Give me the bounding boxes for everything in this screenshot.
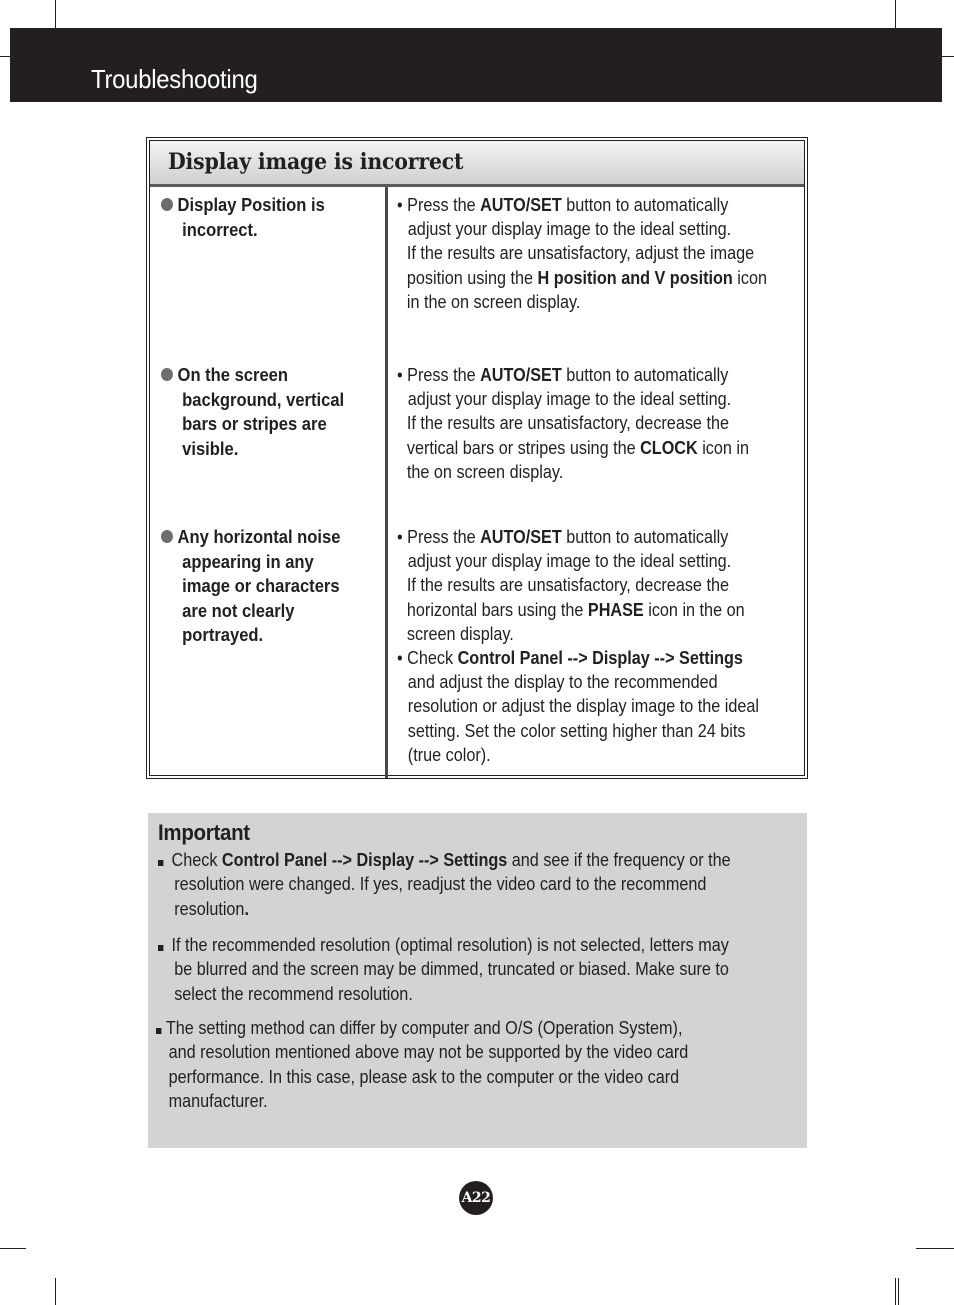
solution-cell — [397, 525, 760, 767]
solution-text: setting. Set the color setting higher than 24 bits — [407, 720, 746, 741]
bullet-dot-icon — [161, 198, 173, 211]
crop-mark — [0, 56, 10, 57]
important-text: performance. In this case, please ask to the computer or the video card — [168, 1066, 680, 1087]
crop-mark — [942, 56, 954, 57]
important-item — [158, 848, 734, 921]
important-text: . — [244, 898, 249, 919]
solution-text: If the results are unsatisfactory, decrease the — [406, 413, 729, 434]
solution-text: and adjust the display to the recommended — [407, 672, 718, 693]
important-text: The setting method can differ by computer and O/S (Operation System), — [165, 1018, 683, 1038]
symptom-cell — [161, 363, 359, 461]
symptom-text: appearing in any — [182, 551, 314, 572]
symptom-text: Display Position is — [177, 195, 325, 215]
solution-keyword: H position and V position — [537, 267, 733, 288]
crop-mark — [916, 1248, 954, 1249]
solution-text: If the results are unsatisfactory, adjust the image — [406, 243, 755, 264]
important-text: resolution were changed. If yes, readjust the video card to the recommend — [174, 874, 707, 895]
solution-text: vertical bars or stripes using the — [406, 437, 641, 458]
solution-text: horizontal bars using the — [406, 599, 588, 620]
symptom-text: portrayed. — [182, 625, 264, 645]
symptom-cell — [161, 193, 359, 242]
important-text: If the recommended resolution (optimal resolution) is not selected, letters may — [171, 935, 729, 955]
important-text: be blurred and the screen may be dimmed, truncated or biased. Make sure to — [174, 959, 729, 980]
square-bullet-icon — [158, 860, 163, 866]
crop-mark — [895, 0, 896, 28]
table-header — [150, 141, 804, 187]
solution-cell — [397, 363, 757, 484]
solution-text: adjust your display image to the ideal setting. — [407, 219, 732, 240]
solution-text: • Check — [397, 648, 458, 669]
solution-text: button to automatically — [561, 365, 729, 385]
square-bullet-icon — [158, 945, 163, 951]
page-title: Troubleshooting — [91, 64, 258, 94]
bullet-dot-icon — [161, 368, 173, 381]
important-text: manufacturer. — [168, 1090, 268, 1111]
symptom-text: Any horizontal noise — [177, 527, 341, 547]
symptom-text: bars or stripes are — [182, 414, 327, 434]
solution-text: resolution or adjust the display image to the ideal — [407, 696, 760, 717]
solution-keyword: CLOCK — [640, 437, 698, 458]
important-text: Check — [171, 850, 222, 870]
symptom-text: background, vertical — [182, 389, 345, 410]
important-text: and resolution mentioned above may not be supported by the video card — [168, 1042, 689, 1063]
table-title: Display image is incorrect — [168, 149, 464, 175]
solution-keyword: AUTO/SET — [480, 527, 562, 547]
symptom-cell — [161, 525, 359, 648]
important-text: and see if the frequency or the — [507, 850, 731, 870]
important-title: Important — [158, 820, 250, 845]
crop-mark — [0, 1248, 26, 1249]
solution-keyword: Control Panel --> Display --> Settings — [457, 648, 743, 669]
important-item — [158, 933, 734, 1006]
symptom-text: are not clearly — [182, 600, 295, 621]
solution-text: • Press the — [397, 365, 481, 385]
solution-keyword: PHASE — [587, 599, 644, 620]
crop-mark — [895, 1278, 896, 1305]
crop-mark — [55, 0, 56, 28]
solution-text: adjust your display image to the ideal setting. — [407, 551, 732, 572]
important-text: select the recommend resolution. — [174, 983, 413, 1004]
symptom-text: image or characters — [182, 576, 340, 596]
bullet-dot-icon — [161, 530, 173, 543]
solution-text: • Press the — [397, 527, 481, 547]
solution-text: icon in the on — [643, 599, 745, 620]
solution-text: button to automatically — [561, 195, 729, 215]
solution-text: icon in — [697, 437, 750, 458]
solution-text: the on screen display. — [406, 461, 564, 482]
important-text: resolution — [174, 898, 245, 919]
symptom-text: visible. — [182, 438, 239, 459]
solution-keyword: AUTO/SET — [480, 365, 562, 385]
solution-cell — [397, 193, 768, 314]
solution-keyword: AUTO/SET — [480, 195, 562, 215]
solution-text: • Press the — [397, 195, 481, 215]
important-keyword: Control Panel --> Display --> Settings — [221, 850, 508, 870]
solution-text: (true color). — [407, 744, 491, 765]
important-item — [156, 1016, 732, 1113]
symptom-text: On the screen — [177, 365, 289, 385]
symptom-text: incorrect. — [182, 219, 258, 240]
solution-text: adjust your display image to the ideal setting. — [407, 389, 732, 410]
solution-text: screen display. — [406, 623, 514, 644]
solution-text: If the results are unsatisfactory, decrease the — [406, 575, 729, 596]
column-divider — [385, 187, 388, 778]
crop-mark — [55, 1278, 56, 1305]
square-bullet-icon — [156, 1028, 161, 1034]
crop-mark — [898, 1278, 899, 1305]
troubleshooting-table — [146, 137, 808, 779]
solution-text: position using the — [406, 267, 538, 288]
solution-text: in the on screen display. — [406, 291, 581, 312]
solution-text: icon — [732, 267, 768, 288]
important-notice — [148, 813, 807, 1148]
solution-text: button to automatically — [561, 527, 729, 547]
page-number-badge: A22 — [459, 1181, 493, 1215]
